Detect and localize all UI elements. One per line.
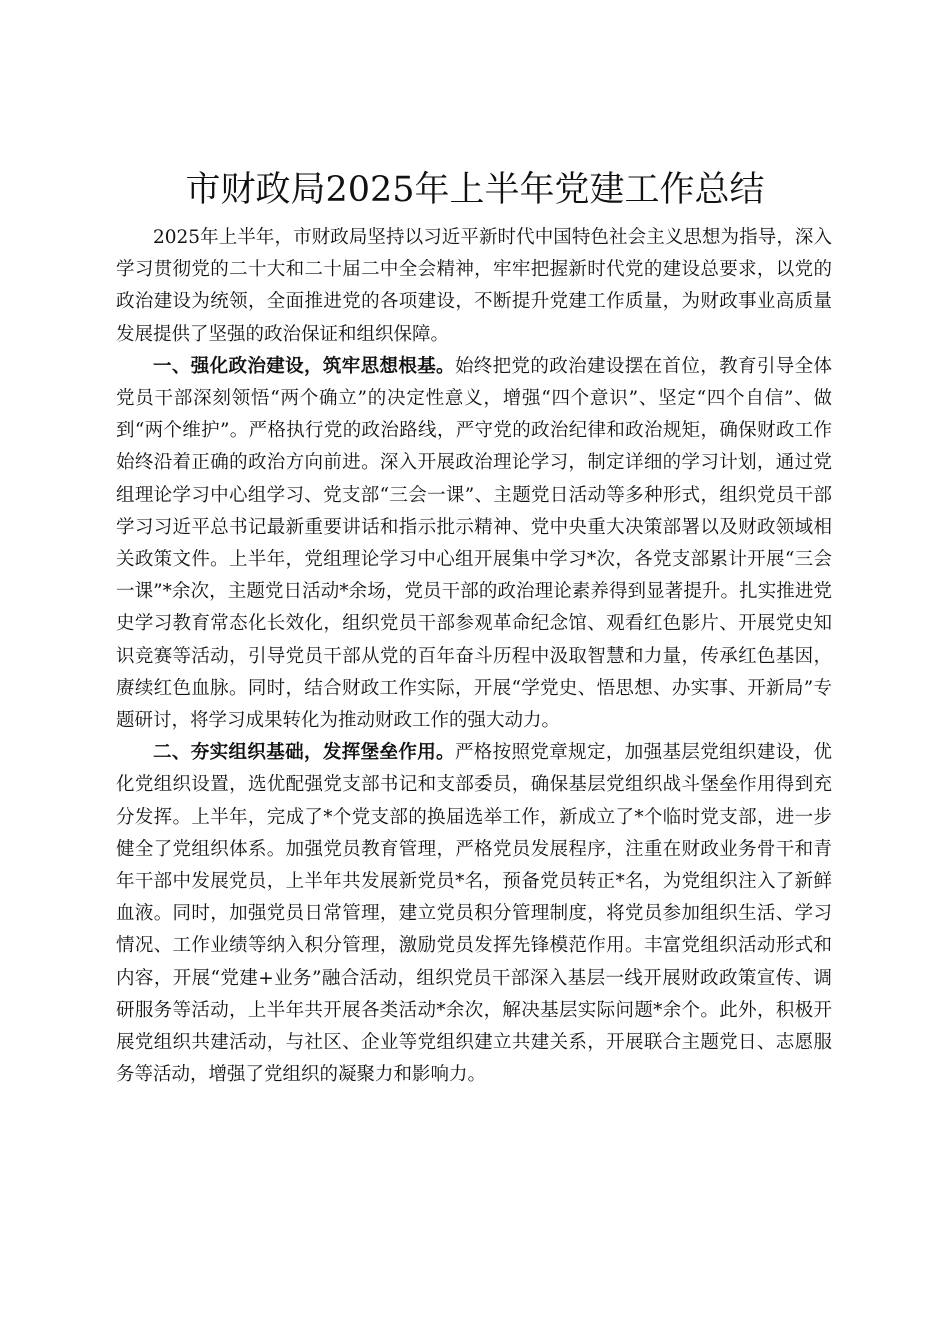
section-paragraph-2 bbox=[116, 737, 832, 1091]
section-heading-1: 一、强化政治建设，筑牢思想根基。 bbox=[153, 355, 455, 377]
section-body-2: 严格按照党章规定，加强基层党组织建设，优化党组织设置，选优配强党支部书记和支部委员，确保基层党组织战斗堡垒作用得到充分发挥。上半年，完成了*个党支部的换届选举工作，新成立了*个临时党支部，进一步健全了党组织体系。加强党员教育管理，严格党员发展程序，注重在财政业务骨干和青年干部中发展党员，上半年共发展新党员*名，预备党员转正*名，为党组织注入了新鲜血液。同时，加强党员日常管理，建立党员积分管理制度，将党员参加组织生活、学习情况、工作业绩等纳入积分管理，激励党员发挥先锋模范作用。丰富党组织活动形式和内容，开展“党建+业务”融合活动，组织党员干部深入基层一线开展财政政策宣传、调研服务等活动，上半年共开展各类活动*余次，解决基层实际问题*余个。此外，积极开展党组织共建活动，与社区、企业等党组织建立共建关系，开展联合主题党日、志愿服务等活动，增强了党组织的凝聚力和影响力。 bbox=[116, 742, 832, 1086]
section-paragraph-1 bbox=[116, 351, 832, 737]
section-heading-2: 二、夯实组织基础，发挥堡垒作用。 bbox=[153, 742, 455, 764]
document-title: 市财政局2025年上半年党建工作总结 bbox=[185, 170, 765, 210]
document-body bbox=[116, 222, 832, 1091]
intro-paragraph: 2025年上半年，市财政局坚持以习近平新时代中国特色社会主义思想为指导，深入学习贯彻党的二十大和二十届二中全会精神，牢牢把握新时代党的建设总要求，以党的政治建设为统领，全面推进党的各项建设，不断提升党建工作质量，为财政事业高质量发展提供了坚强的政治保证和组织保障。 bbox=[116, 227, 832, 345]
section-body-1: 始终把党的政治建设摆在首位，教育引导全体党员干部深刻领悟“两个确立”的决定性意义，增强“四个意识”、坚定“四个自信”、做到“两个维护”。严格执行党的政治路线，严守党的政治纪律和政治规矩，确保财政工作始终沿着正确的政治方向前进。深入开展政治理论学习，制定详细的学习计划，通过党组理论学习中心组学习、党支部“三会一课”、主题党日活动等多种形式，组织党员干部学习习近平总书记最新重要讲话和指示批示精神、党中央重大决策部署以及财政领域相关政策文件。上半年，党组理论学习中心组开展集中学习*次，各党支部累计开展“三会一课”*余次，主题党日活动*余场，党员干部的政治理论素养得到显著提升。扎实推进党史学习教育常态化长效化，组织党员干部参观革命纪念馆、观看红色影片、开展党史知识竞赛等活动，引导党员干部从党的百年奋斗历程中汲取智慧和力量，传承红色基因，赓续红色血脉。同时，结合财政工作实际，开展“学党史、悟思想、办实事、开新局”专题研讨，将学习成果转化为推动财政工作的强大动力。 bbox=[116, 355, 832, 732]
